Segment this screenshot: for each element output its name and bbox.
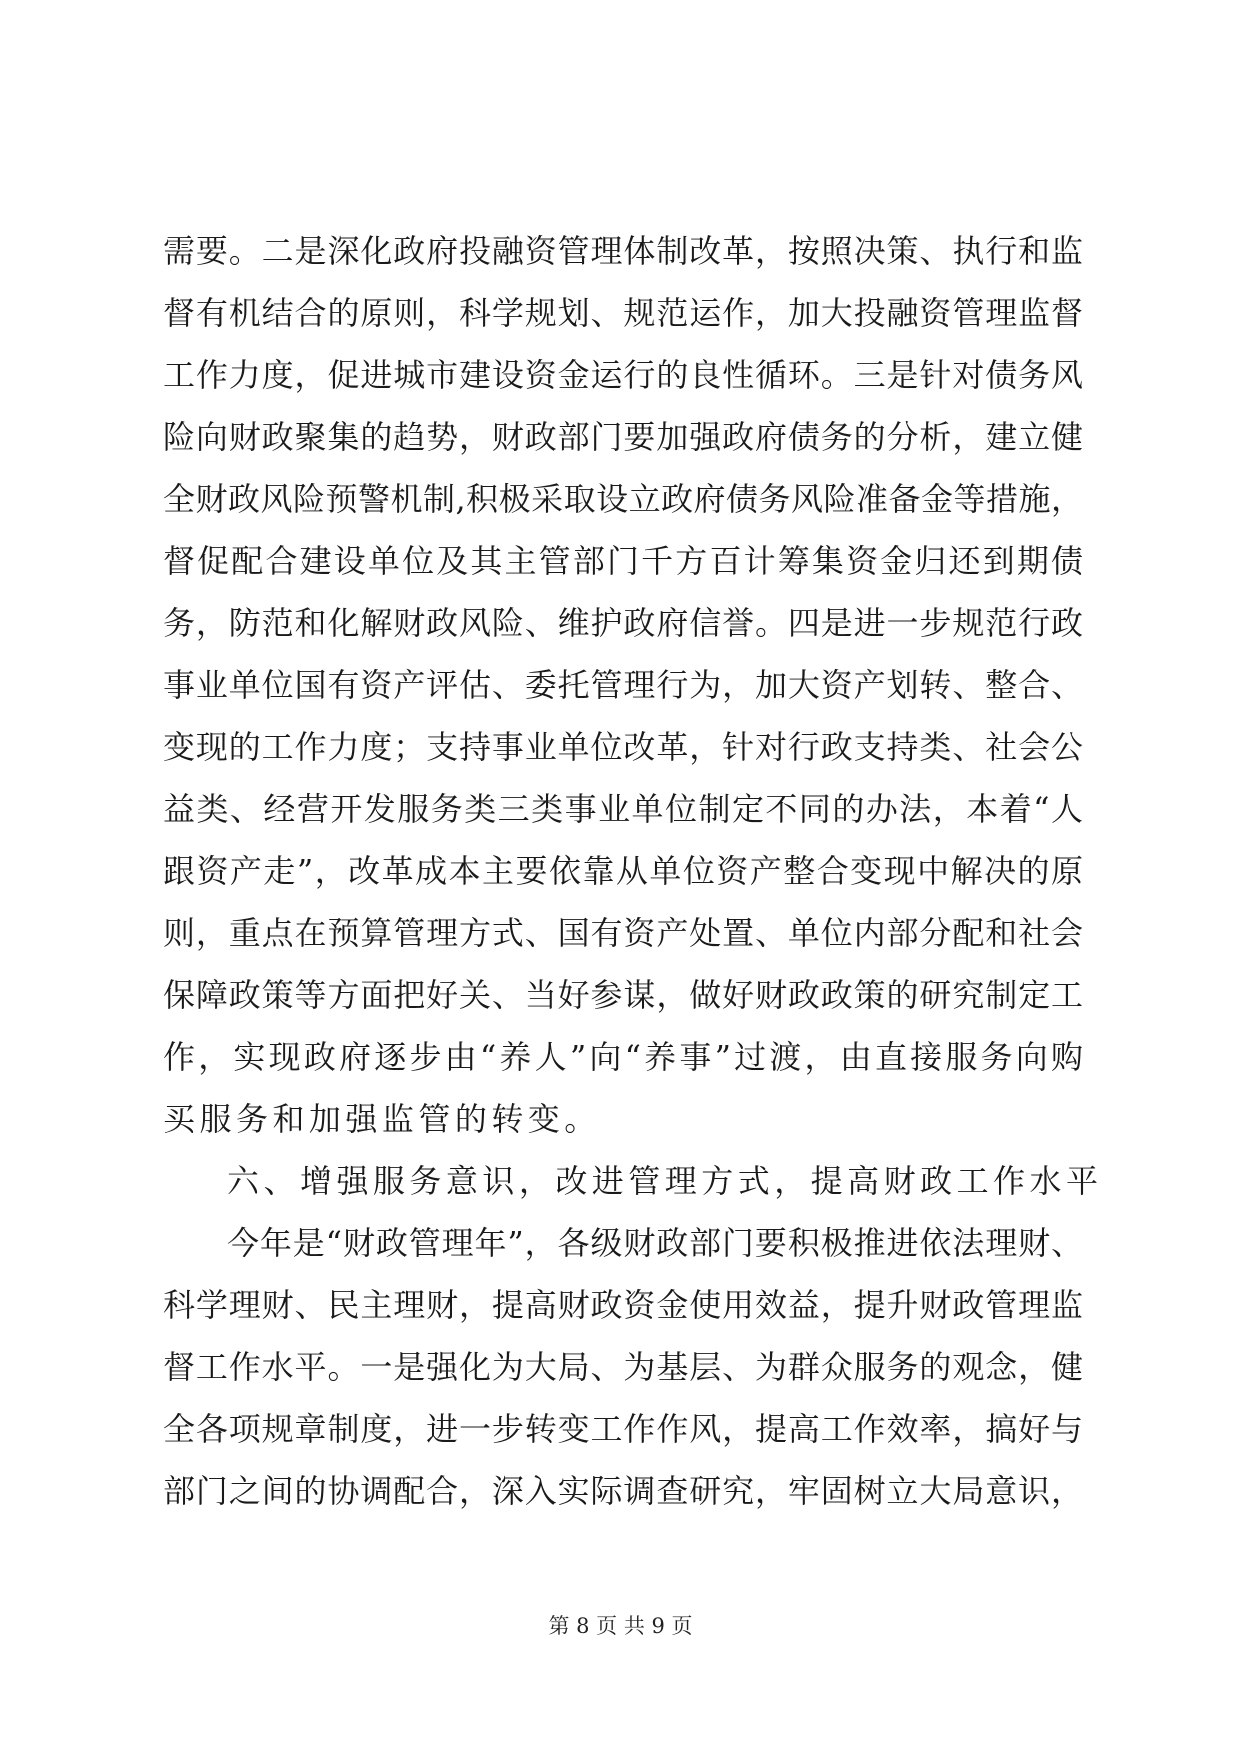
body-line: 则，重点在预算管理方式、国有资产处置、单位内部分配和社会 [163,914,1083,952]
page-number-footer: 第 8 页 共 9 页 [548,1614,693,1638]
body-line: 变现的工作力度；支持事业单位改革，针对行政支持类、社会公 [163,728,1083,766]
body-line: 事业单位国有资产评估、委托管理行为，加大资产划转、整合、 [163,666,1083,704]
body-line: 务，防范和化解财政风险、维护政府信誉。四是进一步规范行政 [163,604,1083,642]
body-line: 今年是“财政管理年”，各级财政部门要积极推进依法理财、 [227,1224,1083,1262]
body-line: 督促配合建设单位及其主管部门千方百计筹集资金归还到期债 [163,542,1083,580]
body-text [163,220,1103,1522]
body-line: 督工作水平。一是强化为大局、为基层、为群众服务的观念，健 [163,1348,1083,1386]
body-line: 科学理财、民主理财，提高财政资金使用效益，提升财政管理监 [163,1286,1083,1324]
body-line: 保障政策等方面把好关、当好参谋，做好财政政策的研究制定工 [163,976,1083,1014]
body-line: 买服务和加强监管的转变。 [163,1100,601,1138]
body-line: 督有机结合的原则，科学规划、规范运作，加大投融资管理监督 [163,294,1083,332]
body-line: 益类、经营开发服务类三类事业单位制定不同的办法，本着“人 [163,790,1083,828]
body-line: 全各项规章制度，进一步转变工作作风，提高工作效率，搞好与 [163,1410,1083,1448]
section-heading: 六、增强服务意识，改进管理方式，提高财政工作水平 [227,1162,1103,1200]
body-line: 作，实现政府逐步由“养人”向“养事”过渡，由直接服务向购 [163,1038,1083,1076]
body-line: 全财政风险预警机制,积极采取设立政府债务风险准备金等措施， [163,480,1083,518]
body-line: 需要。二是深化政府投融资管理体制改革，按照决策、执行和监 [163,232,1083,270]
body-line: 部门之间的协调配合，深入实际调查研究，牢固树立大局意识， [163,1472,1083,1510]
body-line: 工作力度，促进城市建设资金运行的良性循环。三是针对债务风 [163,356,1083,394]
body-line: 险向财政聚集的趋势，财政部门要加强政府债务的分析，建立健 [163,418,1083,456]
body-line: 跟资产走”，改革成本主要依靠从单位资产整合变现中解决的原 [163,852,1083,890]
